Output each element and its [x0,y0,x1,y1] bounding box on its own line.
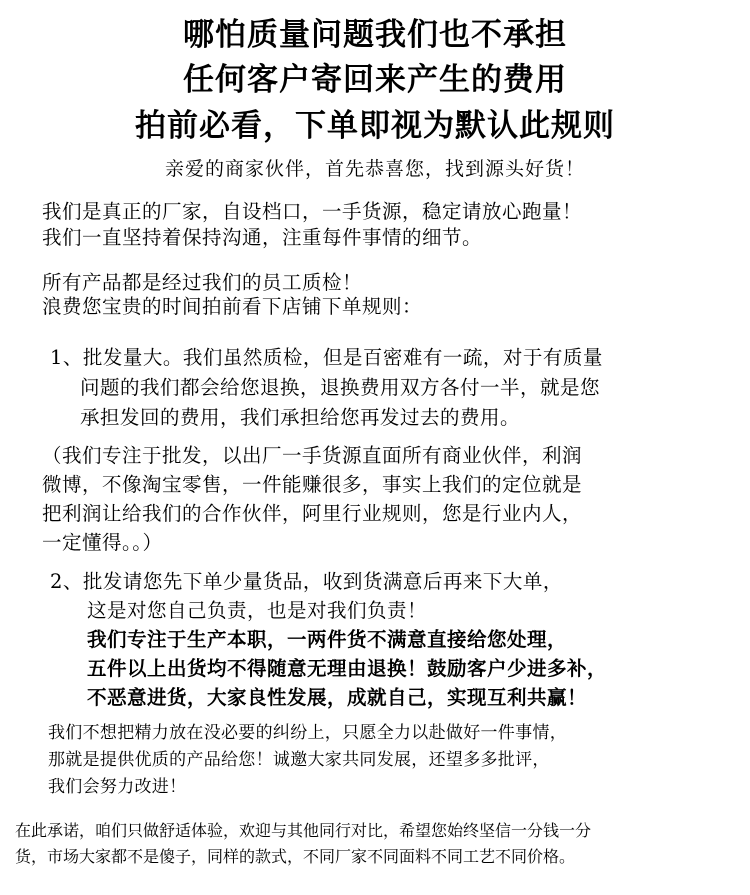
rule2-line-4: 五件以上出货均不得随意无理由退换！鼓励客户少进多补， [87,657,608,680]
note-line-2: 微博，不像淘宝零售，一件能赚很多，事实上我们的定位就是 [42,473,583,496]
rule1-line-2: 问题的我们都会给您退换，退换费用双方各付一半，就是您 [80,376,601,399]
rule1-line-1: 1、批发量大。我们虽然质检，但是百密难有一疏，对于有质量 [50,346,603,369]
intro-line-1: 我们是真正的厂家，自设档口，一手货源，稳定请放心跑量！ [42,200,583,223]
note-line-3: 把利润让给我们的合作伙伴，阿里行业规则，您是行业内人， [42,502,583,525]
rule2-line-3: 我们专注于生产本职，一两件货不满意直接给您处理， [87,628,568,651]
rule2-line-5: 不恶意进货，大家良性发展，成就自己，实现互利共赢！ [87,686,588,709]
headline-line-2: 任何客户寄回来产生的费用 [183,62,567,98]
qc-line-1: 所有产品都是经过我们的员工质检！ [42,271,363,294]
rule1-line-3: 承担发回的费用，我们承担给您再发过去的费用。 [80,406,521,429]
greeting: 亲爱的商家伙伴，首先恭喜您，找到源头好货！ [164,158,585,180]
note-line-4: 一定懂得。。） [42,531,163,554]
headline-line-1: 哪怕质量问题我们也不承担 [183,17,567,53]
note-line-1: （我们专注于批发，以出厂一手货源直面所有商业伙伴，利润 [42,444,583,467]
intro-line-2: 我们一直坚持着保持沟通，注重每件事情的细节。 [42,226,483,249]
headline-line-3: 拍前必看，下单即视为默认此规则 [135,108,615,144]
promise-line-1: 在此承诺，咱们只做舒适体验，欢迎与其他同行对比，希望您始终坚信一分钱一分 [15,821,592,840]
rule2-line-2: 这是对您自己负责，也是对我们负责！ [87,599,428,622]
closing-line-2: 那就是提供优质的产品给您！诚邀大家共同发展，还望多多批评， [48,750,550,770]
qc-line-2: 浪费您宝贵的时间拍前看下店铺下单规则： [42,295,423,318]
closing-line-3: 我们会努力改进！ [48,777,187,797]
promise-line-2: 货，市场大家都不是傻子，同样的款式，不同厂家不同面料不同工艺不同价格。 [15,847,576,866]
rule2-line-1: 2、批发请您先下单少量货品，收到货满意后再来下大单， [50,570,563,593]
closing-line-1: 我们不想把精力放在没必要的纠纷上，只愿全力以赴做好一件事情， [48,723,567,743]
